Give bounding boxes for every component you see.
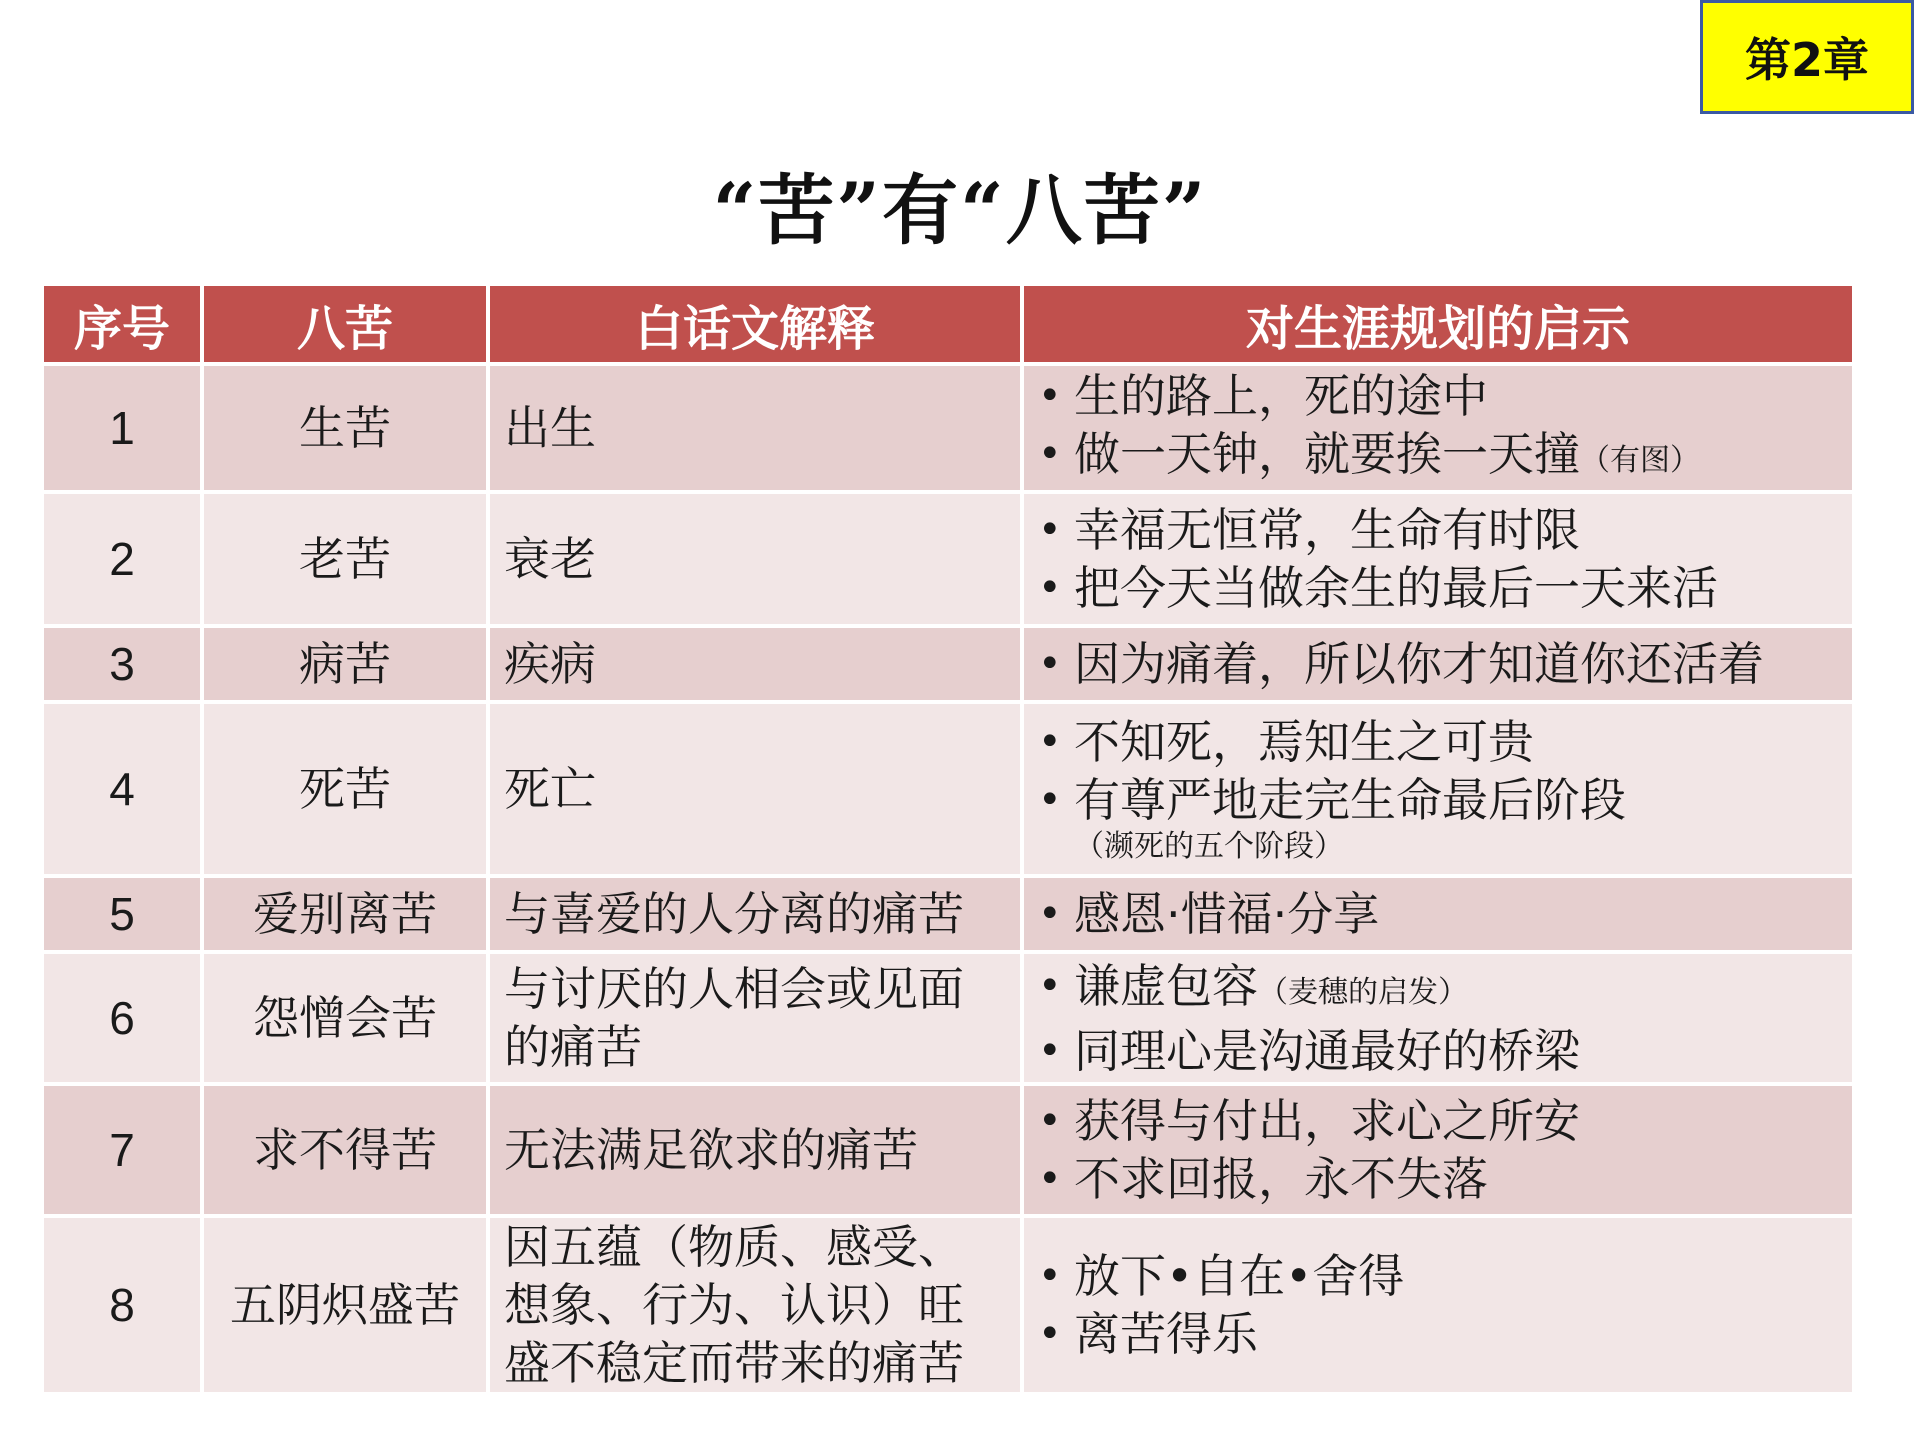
insight-cell <box>1024 954 1852 1082</box>
insight-cell <box>1024 628 1852 700</box>
header-suffering: 八苦 <box>204 286 486 362</box>
bullet-icon: • <box>1038 962 1062 1009</box>
insight-note: （有图） <box>1580 442 1700 478</box>
table-row <box>44 704 1852 874</box>
insight-list <box>1038 1092 1838 1208</box>
insight-text: 生的路上，死的途中 <box>1074 368 1488 423</box>
table-row <box>44 494 1852 624</box>
row-number: 7 <box>44 1086 200 1214</box>
insight-text: 不求回报，永不失落 <box>1074 1152 1488 1206</box>
suffering-explanation: 衰老 <box>490 494 1020 624</box>
insight-item <box>1038 771 1838 829</box>
insight-item <box>1038 713 1838 771</box>
bullet-icon: • <box>1038 777 1062 823</box>
bullet-icon: • <box>1038 1156 1062 1202</box>
suffering-name: 爱别离苦 <box>204 878 486 950</box>
header-career-insight: 对生涯规划的启示 <box>1024 286 1852 362</box>
suffering-name: 怨憎会苦 <box>204 954 486 1082</box>
insight-text: 谦虚包容 <box>1074 958 1258 1013</box>
insight-item <box>1038 1022 1838 1080</box>
insight-list <box>1038 367 1838 490</box>
insight-text: 有尊严地走完生命最后阶段 <box>1074 773 1626 827</box>
bullet-icon: • <box>1038 1253 1062 1299</box>
insight-item <box>1038 1247 1838 1305</box>
chapter-badge: 第2章 <box>1700 0 1914 114</box>
suffering-explanation: 因五蕴（物质、感受、想象、行为、认识）旺盛不稳定而带来的痛苦 <box>490 1218 1020 1392</box>
table-header-row <box>44 286 1852 362</box>
insight-text: 因为痛着，所以你才知道你还活着 <box>1074 637 1764 691</box>
insight-sub-note: （濒死的五个阶段） <box>1074 829 1344 864</box>
suffering-name: 老苦 <box>204 494 486 624</box>
table-row <box>44 628 1852 700</box>
table-row <box>44 366 1852 490</box>
bullet-icon: • <box>1038 565 1062 611</box>
insight-list <box>1038 713 1838 829</box>
insight-text: 把今天当做余生的最后一天来活 <box>1074 561 1718 615</box>
insight-item <box>1038 957 1838 1022</box>
row-number: 5 <box>44 878 200 950</box>
suffering-name: 病苦 <box>204 628 486 700</box>
table-row <box>44 954 1852 1082</box>
header-number: 序号 <box>44 286 200 362</box>
insight-text: 放下•自在•舍得 <box>1074 1249 1405 1303</box>
insight-item <box>1038 635 1838 693</box>
row-number: 8 <box>44 1218 200 1392</box>
insight-cell <box>1024 494 1852 624</box>
insight-text: 获得与付出，求心之所安 <box>1074 1094 1580 1148</box>
header-explanation: 白话文解释 <box>490 286 1020 362</box>
bullet-icon: • <box>1038 430 1062 477</box>
insight-list <box>1038 501 1838 617</box>
insight-cell <box>1024 878 1852 950</box>
table-row <box>44 1086 1852 1214</box>
suffering-explanation: 无法满足欲求的痛苦 <box>490 1086 1020 1214</box>
insight-list <box>1038 1247 1838 1363</box>
suffering-name: 生苦 <box>204 366 486 490</box>
insight-text: 感恩·惜福·分享 <box>1074 887 1380 941</box>
table-row <box>44 878 1852 950</box>
suffering-explanation: 出生 <box>490 366 1020 490</box>
insight-item <box>1038 367 1838 425</box>
bullet-icon: • <box>1038 372 1062 419</box>
insight-item <box>1038 425 1838 490</box>
insight-text: 同理心是沟通最好的桥梁 <box>1074 1023 1580 1078</box>
table-row <box>44 1218 1852 1392</box>
insight-item <box>1038 501 1838 559</box>
bullet-icon: • <box>1038 1311 1062 1357</box>
row-number: 1 <box>44 366 200 490</box>
page-title: “苦”有“八苦” <box>712 166 1208 255</box>
insight-item <box>1038 559 1838 617</box>
suffering-explanation: 与讨厌的人相会或见面的痛苦 <box>490 954 1020 1082</box>
row-number: 4 <box>44 704 200 874</box>
insight-cell <box>1024 1218 1852 1392</box>
insight-item <box>1038 885 1838 943</box>
insight-item <box>1038 1305 1838 1363</box>
row-number: 3 <box>44 628 200 700</box>
bullet-icon: • <box>1038 1098 1062 1144</box>
suffering-explanation: 疾病 <box>490 628 1020 700</box>
bullet-icon: • <box>1038 719 1062 765</box>
insight-item <box>1038 1150 1838 1208</box>
insight-cell <box>1024 704 1852 874</box>
insight-cell <box>1024 366 1852 490</box>
insight-item <box>1038 1092 1838 1150</box>
suffering-explanation: 死亡 <box>490 704 1020 874</box>
bullet-icon: • <box>1038 507 1062 553</box>
row-number: 6 <box>44 954 200 1082</box>
insight-text: 做一天钟，就要挨一天撞 <box>1074 426 1580 481</box>
suffering-explanation: 与喜爱的人分离的痛苦 <box>490 878 1020 950</box>
insight-list <box>1038 635 1838 693</box>
bullet-icon: • <box>1038 641 1062 687</box>
bullet-icon: • <box>1038 891 1062 937</box>
insight-text: 幸福无恒常，生命有时限 <box>1074 503 1580 557</box>
insight-text: 不知死，焉知生之可贵 <box>1074 715 1534 769</box>
eight-sufferings-table <box>40 282 1856 1396</box>
suffering-name: 死苦 <box>204 704 486 874</box>
bullet-icon: • <box>1038 1027 1062 1074</box>
insight-cell <box>1024 1086 1852 1214</box>
insight-note: （麦穗的启发） <box>1258 974 1468 1010</box>
insight-text: 离苦得乐 <box>1074 1307 1258 1361</box>
insight-list <box>1038 885 1838 943</box>
insight-list <box>1038 957 1838 1080</box>
suffering-name: 求不得苦 <box>204 1086 486 1214</box>
row-number: 2 <box>44 494 200 624</box>
suffering-name: 五阴炽盛苦 <box>204 1218 486 1392</box>
